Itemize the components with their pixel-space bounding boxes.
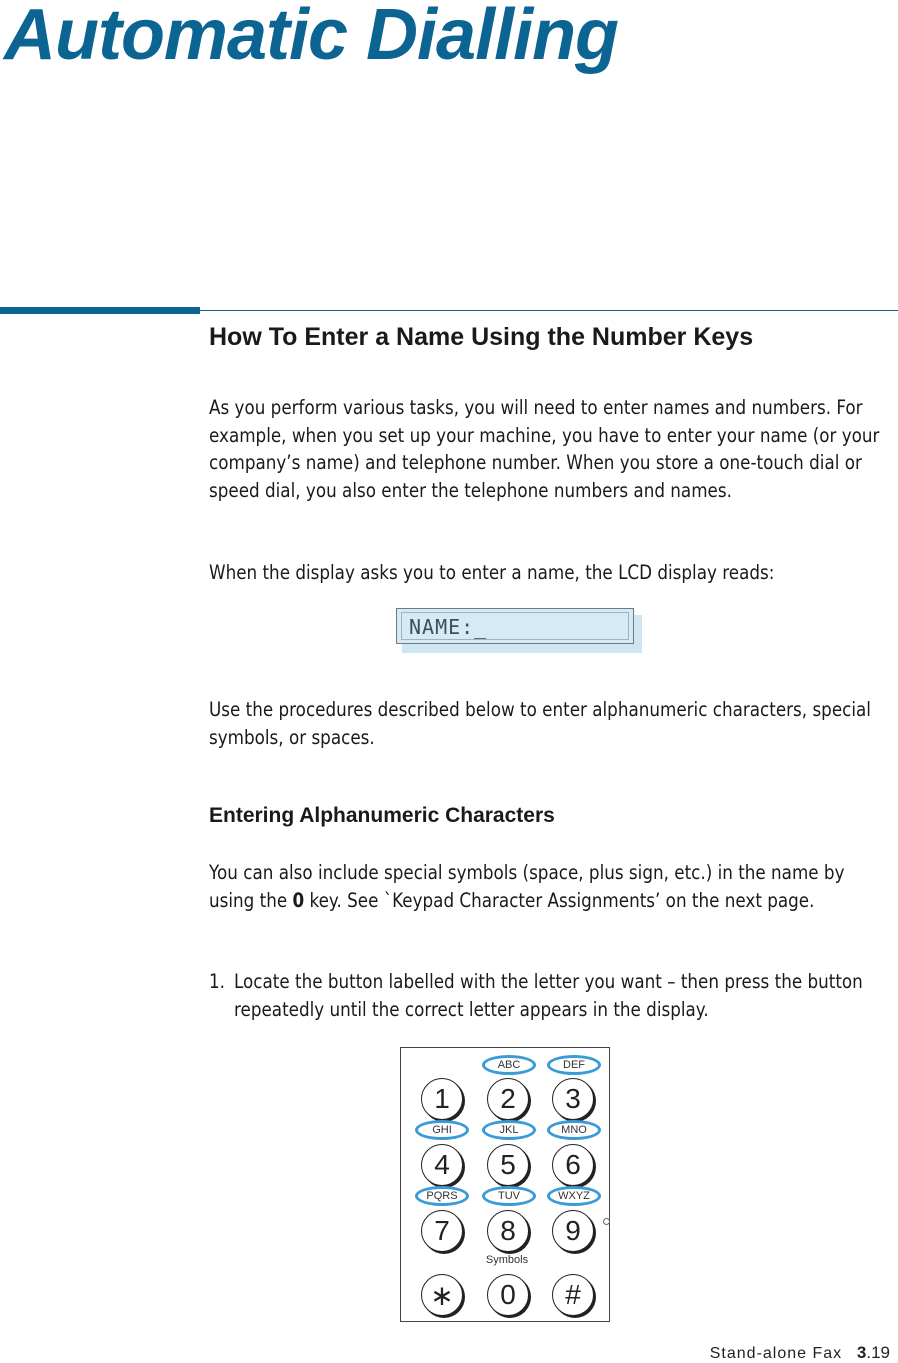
footer-section-name: Stand-alone Fax [709, 1345, 843, 1362]
heading-rule-thin [200, 310, 898, 311]
footer-page-number [857, 1343, 890, 1362]
heading-rule-thick [0, 307, 200, 314]
key-8-letters: TUV [482, 1186, 536, 1206]
zero-key-reference: 0 [292, 888, 305, 912]
key-7: 7 [421, 1210, 463, 1252]
key-0: 0 [487, 1274, 529, 1316]
footer-page: .19 [866, 1343, 890, 1362]
key-9: 9 [552, 1210, 594, 1252]
footer-chapter: 3 [856, 1343, 867, 1362]
key-3: 3 [552, 1078, 594, 1120]
key-3-letters: DEF [547, 1055, 601, 1075]
keypad-illustration [400, 1047, 610, 1322]
key-hash: # [552, 1274, 594, 1316]
display-prompt: When the display asks you to enter a name, the LCD display reads: [209, 561, 775, 584]
lcd-display [396, 608, 634, 644]
key-5: 5 [487, 1144, 529, 1186]
page-footer [710, 1343, 890, 1363]
symbols-paragraph [209, 859, 888, 914]
key-6-letters: MNO [547, 1120, 601, 1140]
key-7-letters: PQRS [415, 1186, 469, 1206]
key-1: 1 [421, 1078, 463, 1120]
section-heading: How To Enter a Name Using the Number Keys [209, 323, 754, 351]
step-number: 1. [209, 970, 226, 993]
key-2: 2 [487, 1078, 529, 1120]
key-6: 6 [552, 1144, 594, 1186]
symbols-paragraph-after: key. See `Keypad Character Assignments’ on the next page. [304, 888, 815, 912]
key-star: ∗ [421, 1274, 463, 1316]
key-4-letters: GHI [415, 1120, 469, 1140]
intro-paragraph: As you perform various tasks, you will need to enter names and numbers. For example, when you set up your machine, you have to enter your name (or your company’s name) and telephone number. When you store a one-touch dial or speed dial, you also enter the telephone numbers and names. [209, 396, 880, 502]
sub-heading: Entering Alphanumeric Characters [209, 804, 555, 827]
key-9-letters: WXYZ [547, 1186, 601, 1206]
procedures-paragraph: Use the procedures described below to enter alphanumeric characters, special symbols, or spaces. [209, 698, 871, 749]
page-title: Automatic Dialling [4, 0, 619, 75]
symbols-paragraph-before: You can also include special symbols (space, plus sign, etc.) in the name by using the [209, 861, 845, 912]
lcd-text: NAME:_ [409, 615, 488, 639]
step-text: Locate the button labelled with the letter you want – then press the button repeatedly until the correct letter appears in the display. [234, 970, 863, 1021]
keypad-edge-mark [603, 1218, 610, 1225]
key-8: 8 [487, 1210, 529, 1252]
key-5-letters: JKL [482, 1120, 536, 1140]
key-2-letters: ABC [482, 1055, 536, 1075]
key-4: 4 [421, 1144, 463, 1186]
symbols-label: Symbols [485, 1254, 529, 1266]
